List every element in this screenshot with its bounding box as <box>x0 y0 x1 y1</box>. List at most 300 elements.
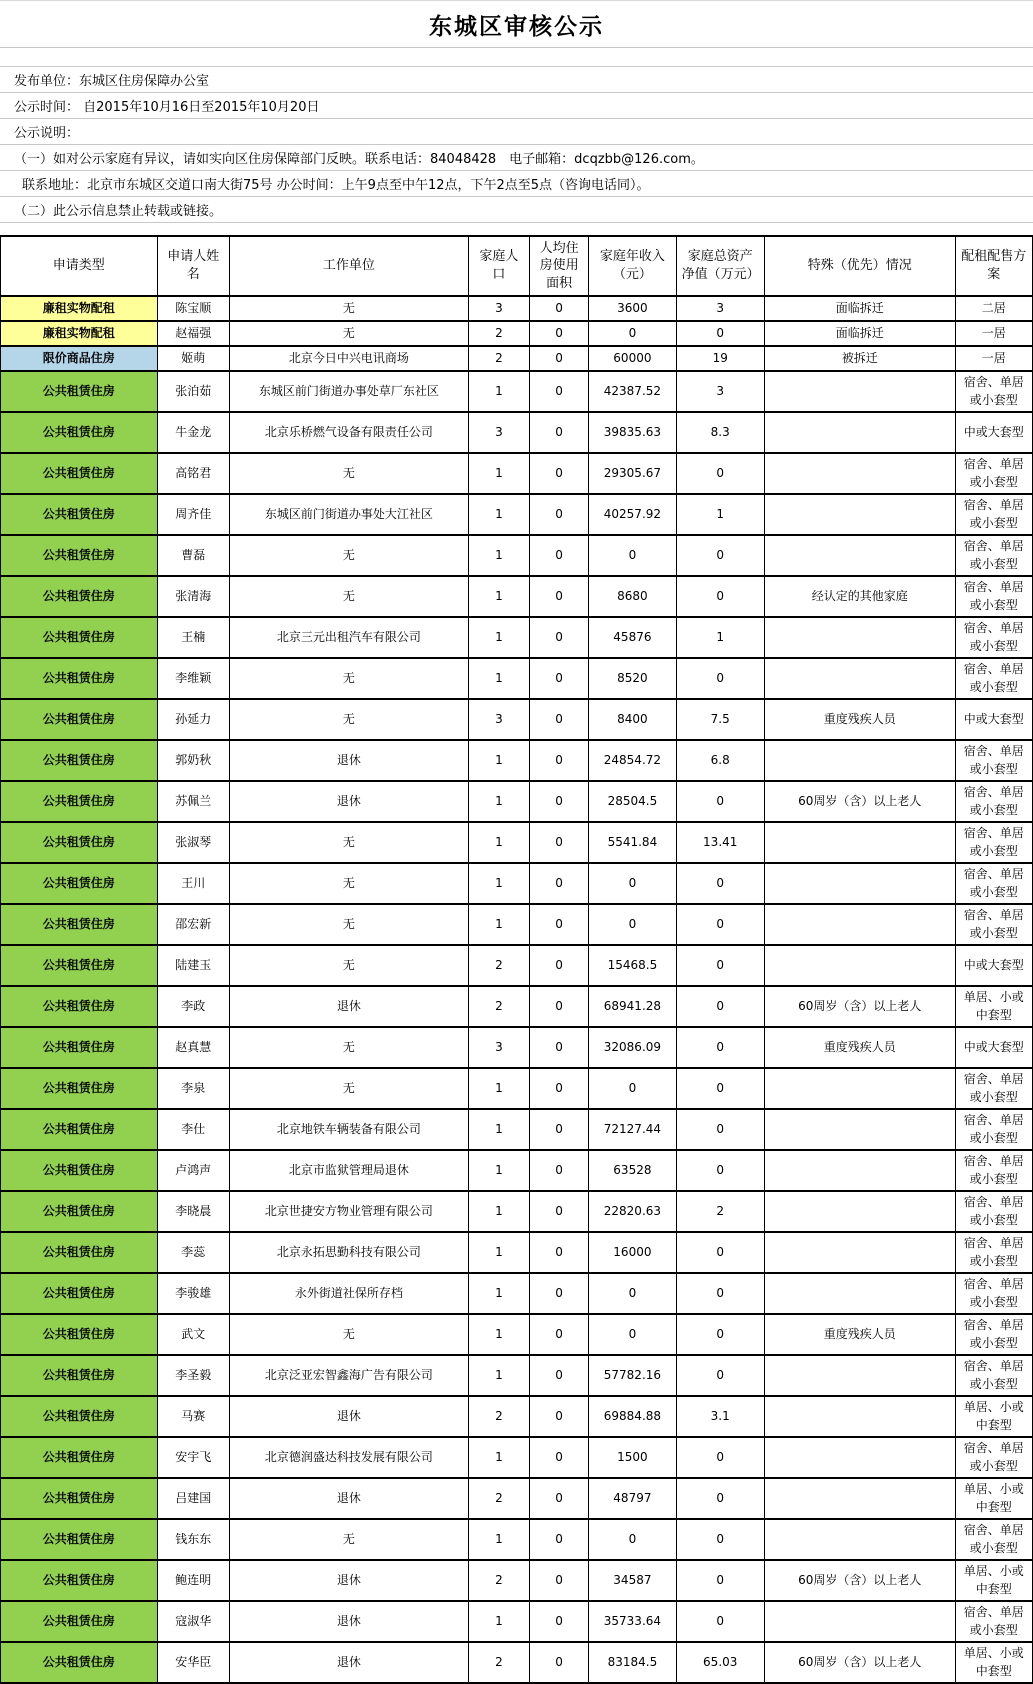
cell-family-size: 1 <box>468 494 529 535</box>
cell-allocation-plan: 宿舍、单居或小套型 <box>955 822 1032 863</box>
cell-per-capita-area: 0 <box>530 576 589 617</box>
cell-annual-income: 1500 <box>589 1437 676 1478</box>
cell-family-size: 1 <box>468 1232 529 1273</box>
cell-annual-income: 15468.5 <box>589 945 676 986</box>
cell-name: 王川 <box>157 863 229 904</box>
cell-annual-income: 8680 <box>589 576 676 617</box>
cell-name: 姬萌 <box>157 346 229 371</box>
cell-net-assets: 0 <box>676 1068 764 1109</box>
cell-work-unit: 北京今日中兴电讯商场 <box>229 346 468 371</box>
cell-name: 牛金龙 <box>157 412 229 453</box>
cell-per-capita-area: 0 <box>530 1273 589 1314</box>
cell-allocation-plan: 宿舍、单居或小套型 <box>955 453 1032 494</box>
cell-net-assets: 65.03 <box>676 1642 764 1683</box>
cell-name: 吕建国 <box>157 1478 229 1519</box>
cell-name: 郭奶秋 <box>157 740 229 781</box>
note3-row: （二）此公示信息禁止转载或链接。 <box>0 197 1033 223</box>
cell-allocation-plan: 中或大套型 <box>955 412 1032 453</box>
cell-allocation-plan: 中或大套型 <box>955 945 1032 986</box>
cell-per-capita-area: 0 <box>530 1437 589 1478</box>
cell-allocation-plan: 宿舍、单居或小套型 <box>955 1191 1032 1232</box>
table-row <box>1 296 1033 321</box>
table-row <box>1 1273 1033 1314</box>
cell-net-assets: 0 <box>676 1150 764 1191</box>
cell-per-capita-area: 0 <box>530 781 589 822</box>
cell-annual-income: 83184.5 <box>589 1642 676 1683</box>
cell-family-size: 1 <box>468 371 529 412</box>
cell-special-status: 面临拆迁 <box>764 296 955 321</box>
cell-net-assets: 0 <box>676 1314 764 1355</box>
table-row <box>1 617 1033 658</box>
cell-name: 李仕 <box>157 1109 229 1150</box>
cell-special-status <box>764 1191 955 1232</box>
cell-name: 钱东东 <box>157 1519 229 1560</box>
table-row <box>1 1027 1033 1068</box>
cell-annual-income: 57782.16 <box>589 1355 676 1396</box>
cell-name: 卢鸿声 <box>157 1150 229 1191</box>
table-row <box>1 576 1033 617</box>
table-row <box>1 1396 1033 1437</box>
cell-special-status <box>764 535 955 576</box>
cell-name: 马赛 <box>157 1396 229 1437</box>
cell-allocation-plan: 宿舍、单居或小套型 <box>955 904 1032 945</box>
cell-special-status <box>764 1150 955 1191</box>
cell-allocation-plan: 宿舍、单居或小套型 <box>955 740 1032 781</box>
cell-family-size: 2 <box>468 986 529 1027</box>
cell-special-status <box>764 494 955 535</box>
cell-name: 李维颖 <box>157 658 229 699</box>
cell-per-capita-area: 0 <box>530 1355 589 1396</box>
cell-per-capita-area: 0 <box>530 1642 589 1683</box>
cell-name: 王楠 <box>157 617 229 658</box>
cell-work-unit: 无 <box>229 576 468 617</box>
cell-type: 公共租赁住房 <box>1 535 158 576</box>
cell-work-unit: 北京市监狱管理局退休 <box>229 1150 468 1191</box>
cell-per-capita-area: 0 <box>530 1109 589 1150</box>
cell-family-size: 2 <box>468 1478 529 1519</box>
cell-family-size: 1 <box>468 1068 529 1109</box>
cell-type: 公共租赁住房 <box>1 740 158 781</box>
table-row <box>1 699 1033 740</box>
cell-name: 赵福强 <box>157 321 229 346</box>
table-row <box>1 1150 1033 1191</box>
cell-allocation-plan: 宿舍、单居或小套型 <box>955 1232 1032 1273</box>
cell-allocation-plan: 宿舍、单居或小套型 <box>955 1273 1032 1314</box>
cell-name: 李晓晨 <box>157 1191 229 1232</box>
cell-per-capita-area: 0 <box>530 296 589 321</box>
cell-annual-income: 32086.09 <box>589 1027 676 1068</box>
cell-type: 公共租赁住房 <box>1 617 158 658</box>
cell-type: 公共租赁住房 <box>1 699 158 740</box>
cell-allocation-plan: 宿舍、单居或小套型 <box>955 1437 1032 1478</box>
cell-family-size: 1 <box>468 1601 529 1642</box>
cell-type: 公共租赁住房 <box>1 781 158 822</box>
cell-net-assets: 3 <box>676 371 764 412</box>
cell-type: 公共租赁住房 <box>1 494 158 535</box>
cell-allocation-plan: 宿舍、单居或小套型 <box>955 1314 1032 1355</box>
cell-family-size: 3 <box>468 412 529 453</box>
cell-work-unit: 无 <box>229 658 468 699</box>
column-header: 配租配售方案 <box>955 236 1032 296</box>
cell-work-unit: 永外街道社保所存档 <box>229 1273 468 1314</box>
cell-work-unit: 无 <box>229 1027 468 1068</box>
cell-type: 廉租实物配租 <box>1 296 158 321</box>
cell-special-status <box>764 904 955 945</box>
cell-per-capita-area: 0 <box>530 412 589 453</box>
cell-special-status: 经认定的其他家庭 <box>764 576 955 617</box>
cell-allocation-plan: 单居、小或中套型 <box>955 1478 1032 1519</box>
cell-annual-income: 68941.28 <box>589 986 676 1027</box>
cell-annual-income: 8520 <box>589 658 676 699</box>
cell-special-status <box>764 1396 955 1437</box>
note-label-row: 公示说明： <box>0 119 1033 145</box>
cell-work-unit: 退休 <box>229 1601 468 1642</box>
cell-work-unit: 退休 <box>229 1478 468 1519</box>
cell-special-status <box>764 1478 955 1519</box>
cell-net-assets: 0 <box>676 986 764 1027</box>
table-row <box>1 781 1033 822</box>
cell-work-unit: 无 <box>229 1519 468 1560</box>
cell-special-status: 60周岁（含）以上老人 <box>764 781 955 822</box>
cell-name: 李骏雄 <box>157 1273 229 1314</box>
cell-family-size: 3 <box>468 1027 529 1068</box>
cell-type: 限价商品住房 <box>1 346 158 371</box>
cell-family-size: 1 <box>468 781 529 822</box>
cell-work-unit: 无 <box>229 535 468 576</box>
cell-special-status: 60周岁（含）以上老人 <box>764 1560 955 1601</box>
table-row <box>1 822 1033 863</box>
cell-special-status: 重度残疾人员 <box>764 1314 955 1355</box>
cell-family-size: 1 <box>468 1109 529 1150</box>
table-row <box>1 1601 1033 1642</box>
table-row <box>1 1068 1033 1109</box>
cell-work-unit: 无 <box>229 945 468 986</box>
cell-type: 公共租赁住房 <box>1 1396 158 1437</box>
table-row <box>1 1109 1033 1150</box>
cell-type: 公共租赁住房 <box>1 1601 158 1642</box>
cell-name: 武文 <box>157 1314 229 1355</box>
cell-per-capita-area: 0 <box>530 1232 589 1273</box>
cell-per-capita-area: 0 <box>530 1068 589 1109</box>
table-body <box>1 296 1033 1683</box>
table-row <box>1 346 1033 371</box>
table-row <box>1 1314 1033 1355</box>
cell-special-status <box>764 658 955 699</box>
audit-table <box>0 235 1033 1684</box>
cell-family-size: 1 <box>468 1150 529 1191</box>
cell-annual-income: 8400 <box>589 699 676 740</box>
cell-annual-income: 0 <box>589 1068 676 1109</box>
cell-work-unit: 北京泛亚宏智鑫海广告有限公司 <box>229 1355 468 1396</box>
cell-work-unit: 东城区前门街道办事处大江社区 <box>229 494 468 535</box>
cell-type: 公共租赁住房 <box>1 1519 158 1560</box>
cell-type: 公共租赁住房 <box>1 1478 158 1519</box>
cell-type: 公共租赁住房 <box>1 1109 158 1150</box>
cell-per-capita-area: 0 <box>530 740 589 781</box>
table-row <box>1 740 1033 781</box>
cell-special-status: 60周岁（含）以上老人 <box>764 986 955 1027</box>
cell-family-size: 1 <box>468 1273 529 1314</box>
cell-per-capita-area: 0 <box>530 1478 589 1519</box>
cell-work-unit: 无 <box>229 1314 468 1355</box>
cell-work-unit: 退休 <box>229 1642 468 1683</box>
cell-net-assets: 0 <box>676 1027 764 1068</box>
cell-family-size: 3 <box>468 699 529 740</box>
cell-work-unit: 无 <box>229 863 468 904</box>
cell-name: 李泉 <box>157 1068 229 1109</box>
cell-type: 公共租赁住房 <box>1 576 158 617</box>
cell-allocation-plan: 宿舍、单居或小套型 <box>955 1150 1032 1191</box>
cell-name: 李圣毅 <box>157 1355 229 1396</box>
cell-net-assets: 0 <box>676 1478 764 1519</box>
cell-type: 公共租赁住房 <box>1 1232 158 1273</box>
spacer-row <box>0 48 1033 67</box>
cell-family-size: 1 <box>468 1519 529 1560</box>
cell-work-unit: 无 <box>229 1068 468 1109</box>
table-header-row <box>1 236 1033 296</box>
cell-type: 公共租赁住房 <box>1 1150 158 1191</box>
cell-net-assets: 3.1 <box>676 1396 764 1437</box>
cell-allocation-plan: 宿舍、单居或小套型 <box>955 1355 1032 1396</box>
cell-net-assets: 7.5 <box>676 699 764 740</box>
cell-special-status <box>764 945 955 986</box>
cell-special-status <box>764 863 955 904</box>
cell-annual-income: 63528 <box>589 1150 676 1191</box>
cell-per-capita-area: 0 <box>530 863 589 904</box>
cell-family-size: 2 <box>468 346 529 371</box>
note1-row: （一）如对公示家庭有异议，请如实向区住房保障部门反映。联系电话：84048428 电子邮箱：dcqzbb@126.com。 <box>0 145 1033 171</box>
cell-special-status <box>764 822 955 863</box>
cell-type: 公共租赁住房 <box>1 945 158 986</box>
cell-annual-income: 35733.64 <box>589 1601 676 1642</box>
cell-special-status <box>764 1355 955 1396</box>
cell-annual-income: 28504.5 <box>589 781 676 822</box>
cell-special-status <box>764 371 955 412</box>
cell-work-unit: 退休 <box>229 781 468 822</box>
cell-annual-income: 3600 <box>589 296 676 321</box>
cell-annual-income: 22820.63 <box>589 1191 676 1232</box>
note2-row: 联系地址：北京市东城区交道口南大街75号 办公时间：上午9点至中午12点，下午2点至5点（咨询电话同）。 <box>0 171 1033 197</box>
cell-name: 陈宝顺 <box>157 296 229 321</box>
cell-per-capita-area: 0 <box>530 371 589 412</box>
cell-work-unit: 北京乐桥燃气设备有限责任公司 <box>229 412 468 453</box>
cell-family-size: 1 <box>468 904 529 945</box>
cell-work-unit: 北京永拓思勤科技有限公司 <box>229 1232 468 1273</box>
cell-work-unit: 退休 <box>229 1396 468 1437</box>
cell-allocation-plan: 宿舍、单居或小套型 <box>955 535 1032 576</box>
cell-name: 孙延力 <box>157 699 229 740</box>
cell-type: 公共租赁住房 <box>1 453 158 494</box>
cell-type: 公共租赁住房 <box>1 1355 158 1396</box>
cell-name: 苏佩兰 <box>157 781 229 822</box>
cell-per-capita-area: 0 <box>530 945 589 986</box>
cell-name: 赵真慧 <box>157 1027 229 1068</box>
cell-family-size: 1 <box>468 576 529 617</box>
cell-allocation-plan: 宿舍、单居或小套型 <box>955 1519 1032 1560</box>
period-row: 公示时间： 自2015年10月16日至2015年10月20日 <box>0 93 1033 119</box>
cell-work-unit: 无 <box>229 822 468 863</box>
cell-allocation-plan: 一居 <box>955 346 1032 371</box>
cell-allocation-plan: 一居 <box>955 321 1032 346</box>
cell-name: 张淑琴 <box>157 822 229 863</box>
column-header: 工作单位 <box>229 236 468 296</box>
cell-type: 公共租赁住房 <box>1 863 158 904</box>
cell-name: 陆建玉 <box>157 945 229 986</box>
cell-net-assets: 0 <box>676 453 764 494</box>
cell-annual-income: 60000 <box>589 346 676 371</box>
cell-annual-income: 0 <box>589 1519 676 1560</box>
cell-per-capita-area: 0 <box>530 494 589 535</box>
cell-per-capita-area: 0 <box>530 1314 589 1355</box>
cell-allocation-plan: 宿舍、单居或小套型 <box>955 658 1032 699</box>
cell-work-unit: 无 <box>229 321 468 346</box>
column-header: 申请人姓名 <box>157 236 229 296</box>
cell-net-assets: 0 <box>676 1601 764 1642</box>
table-row <box>1 658 1033 699</box>
cell-family-size: 2 <box>468 321 529 346</box>
cell-name: 李蕊 <box>157 1232 229 1273</box>
cell-annual-income: 39835.63 <box>589 412 676 453</box>
cell-annual-income: 0 <box>589 1314 676 1355</box>
cell-net-assets: 0 <box>676 576 764 617</box>
table-row <box>1 904 1033 945</box>
cell-annual-income: 29305.67 <box>589 453 676 494</box>
cell-net-assets: 0 <box>676 535 764 576</box>
cell-per-capita-area: 0 <box>530 1027 589 1068</box>
cell-special-status <box>764 617 955 658</box>
cell-allocation-plan: 宿舍、单居或小套型 <box>955 863 1032 904</box>
column-header: 特殊（优先）情况 <box>764 236 955 296</box>
table-row <box>1 371 1033 412</box>
table-row <box>1 412 1033 453</box>
cell-per-capita-area: 0 <box>530 1560 589 1601</box>
table-row <box>1 1437 1033 1478</box>
cell-allocation-plan: 单居、小或中套型 <box>955 1560 1032 1601</box>
cell-family-size: 2 <box>468 945 529 986</box>
cell-allocation-plan: 宿舍、单居或小套型 <box>955 1601 1032 1642</box>
cell-allocation-plan: 宿舍、单居或小套型 <box>955 371 1032 412</box>
cell-allocation-plan: 中或大套型 <box>955 699 1032 740</box>
cell-work-unit: 无 <box>229 699 468 740</box>
table-row <box>1 863 1033 904</box>
cell-family-size: 1 <box>468 617 529 658</box>
cell-work-unit: 北京世捷安方物业管理有限公司 <box>229 1191 468 1232</box>
cell-special-status <box>764 412 955 453</box>
cell-work-unit: 退休 <box>229 1560 468 1601</box>
cell-special-status <box>764 1601 955 1642</box>
cell-allocation-plan: 宿舍、单居或小套型 <box>955 1068 1032 1109</box>
cell-special-status <box>764 1232 955 1273</box>
cell-name: 安宇飞 <box>157 1437 229 1478</box>
cell-special-status <box>764 1068 955 1109</box>
cell-annual-income: 0 <box>589 904 676 945</box>
cell-per-capita-area: 0 <box>530 904 589 945</box>
cell-name: 张清海 <box>157 576 229 617</box>
column-header: 申请类型 <box>1 236 158 296</box>
cell-per-capita-area: 0 <box>530 658 589 699</box>
column-header: 人均住房使用面积 <box>530 236 589 296</box>
table-row <box>1 986 1033 1027</box>
page-title: 东城区审核公示 <box>0 0 1033 48</box>
cell-special-status <box>764 1273 955 1314</box>
cell-family-size: 1 <box>468 1314 529 1355</box>
cell-special-status <box>764 453 955 494</box>
table-row <box>1 1232 1033 1273</box>
cell-per-capita-area: 0 <box>530 535 589 576</box>
cell-work-unit: 北京三元出租汽车有限公司 <box>229 617 468 658</box>
cell-net-assets: 1 <box>676 617 764 658</box>
gap-row <box>0 223 1033 235</box>
cell-work-unit: 退休 <box>229 986 468 1027</box>
cell-work-unit: 无 <box>229 296 468 321</box>
cell-net-assets: 0 <box>676 1519 764 1560</box>
cell-work-unit: 东城区前门街道办事处草厂东社区 <box>229 371 468 412</box>
cell-net-assets: 19 <box>676 346 764 371</box>
cell-family-size: 1 <box>468 863 529 904</box>
cell-name: 邵宏新 <box>157 904 229 945</box>
cell-annual-income: 0 <box>589 863 676 904</box>
cell-annual-income: 0 <box>589 535 676 576</box>
cell-net-assets: 13.41 <box>676 822 764 863</box>
cell-annual-income: 48797 <box>589 1478 676 1519</box>
cell-family-size: 2 <box>468 1396 529 1437</box>
table-row <box>1 1519 1033 1560</box>
cell-family-size: 1 <box>468 535 529 576</box>
cell-per-capita-area: 0 <box>530 822 589 863</box>
cell-special-status <box>764 1437 955 1478</box>
cell-allocation-plan: 宿舍、单居或小套型 <box>955 494 1032 535</box>
cell-annual-income: 16000 <box>589 1232 676 1273</box>
cell-type: 公共租赁住房 <box>1 1560 158 1601</box>
cell-annual-income: 40257.92 <box>589 494 676 535</box>
cell-net-assets: 3 <box>676 296 764 321</box>
cell-type: 公共租赁住房 <box>1 1191 158 1232</box>
cell-name: 寇淑华 <box>157 1601 229 1642</box>
cell-family-size: 1 <box>468 658 529 699</box>
cell-annual-income: 0 <box>589 321 676 346</box>
cell-family-size: 1 <box>468 1191 529 1232</box>
cell-per-capita-area: 0 <box>530 986 589 1027</box>
cell-work-unit: 北京德润盛达科技发展有限公司 <box>229 1437 468 1478</box>
cell-family-size: 1 <box>468 740 529 781</box>
cell-family-size: 1 <box>468 453 529 494</box>
cell-special-status: 被拆迁 <box>764 346 955 371</box>
cell-net-assets: 8.3 <box>676 412 764 453</box>
table-row <box>1 321 1033 346</box>
cell-net-assets: 0 <box>676 904 764 945</box>
cell-net-assets: 0 <box>676 1355 764 1396</box>
cell-net-assets: 0 <box>676 863 764 904</box>
cell-allocation-plan: 单居、小或中套型 <box>955 986 1032 1027</box>
cell-annual-income: 34587 <box>589 1560 676 1601</box>
cell-type: 公共租赁住房 <box>1 412 158 453</box>
cell-type: 公共租赁住房 <box>1 904 158 945</box>
cell-allocation-plan: 单居、小或中套型 <box>955 1642 1032 1683</box>
column-header: 家庭人口 <box>468 236 529 296</box>
cell-annual-income: 69884.88 <box>589 1396 676 1437</box>
cell-name: 安华臣 <box>157 1642 229 1683</box>
cell-work-unit: 北京地铁车辆装备有限公司 <box>229 1109 468 1150</box>
cell-annual-income: 72127.44 <box>589 1109 676 1150</box>
table-row <box>1 494 1033 535</box>
column-header: 家庭年收入（元） <box>589 236 676 296</box>
cell-net-assets: 0 <box>676 1560 764 1601</box>
cell-name: 曹磊 <box>157 535 229 576</box>
cell-name: 李政 <box>157 986 229 1027</box>
cell-type: 公共租赁住房 <box>1 1273 158 1314</box>
cell-per-capita-area: 0 <box>530 1396 589 1437</box>
cell-net-assets: 0 <box>676 321 764 346</box>
